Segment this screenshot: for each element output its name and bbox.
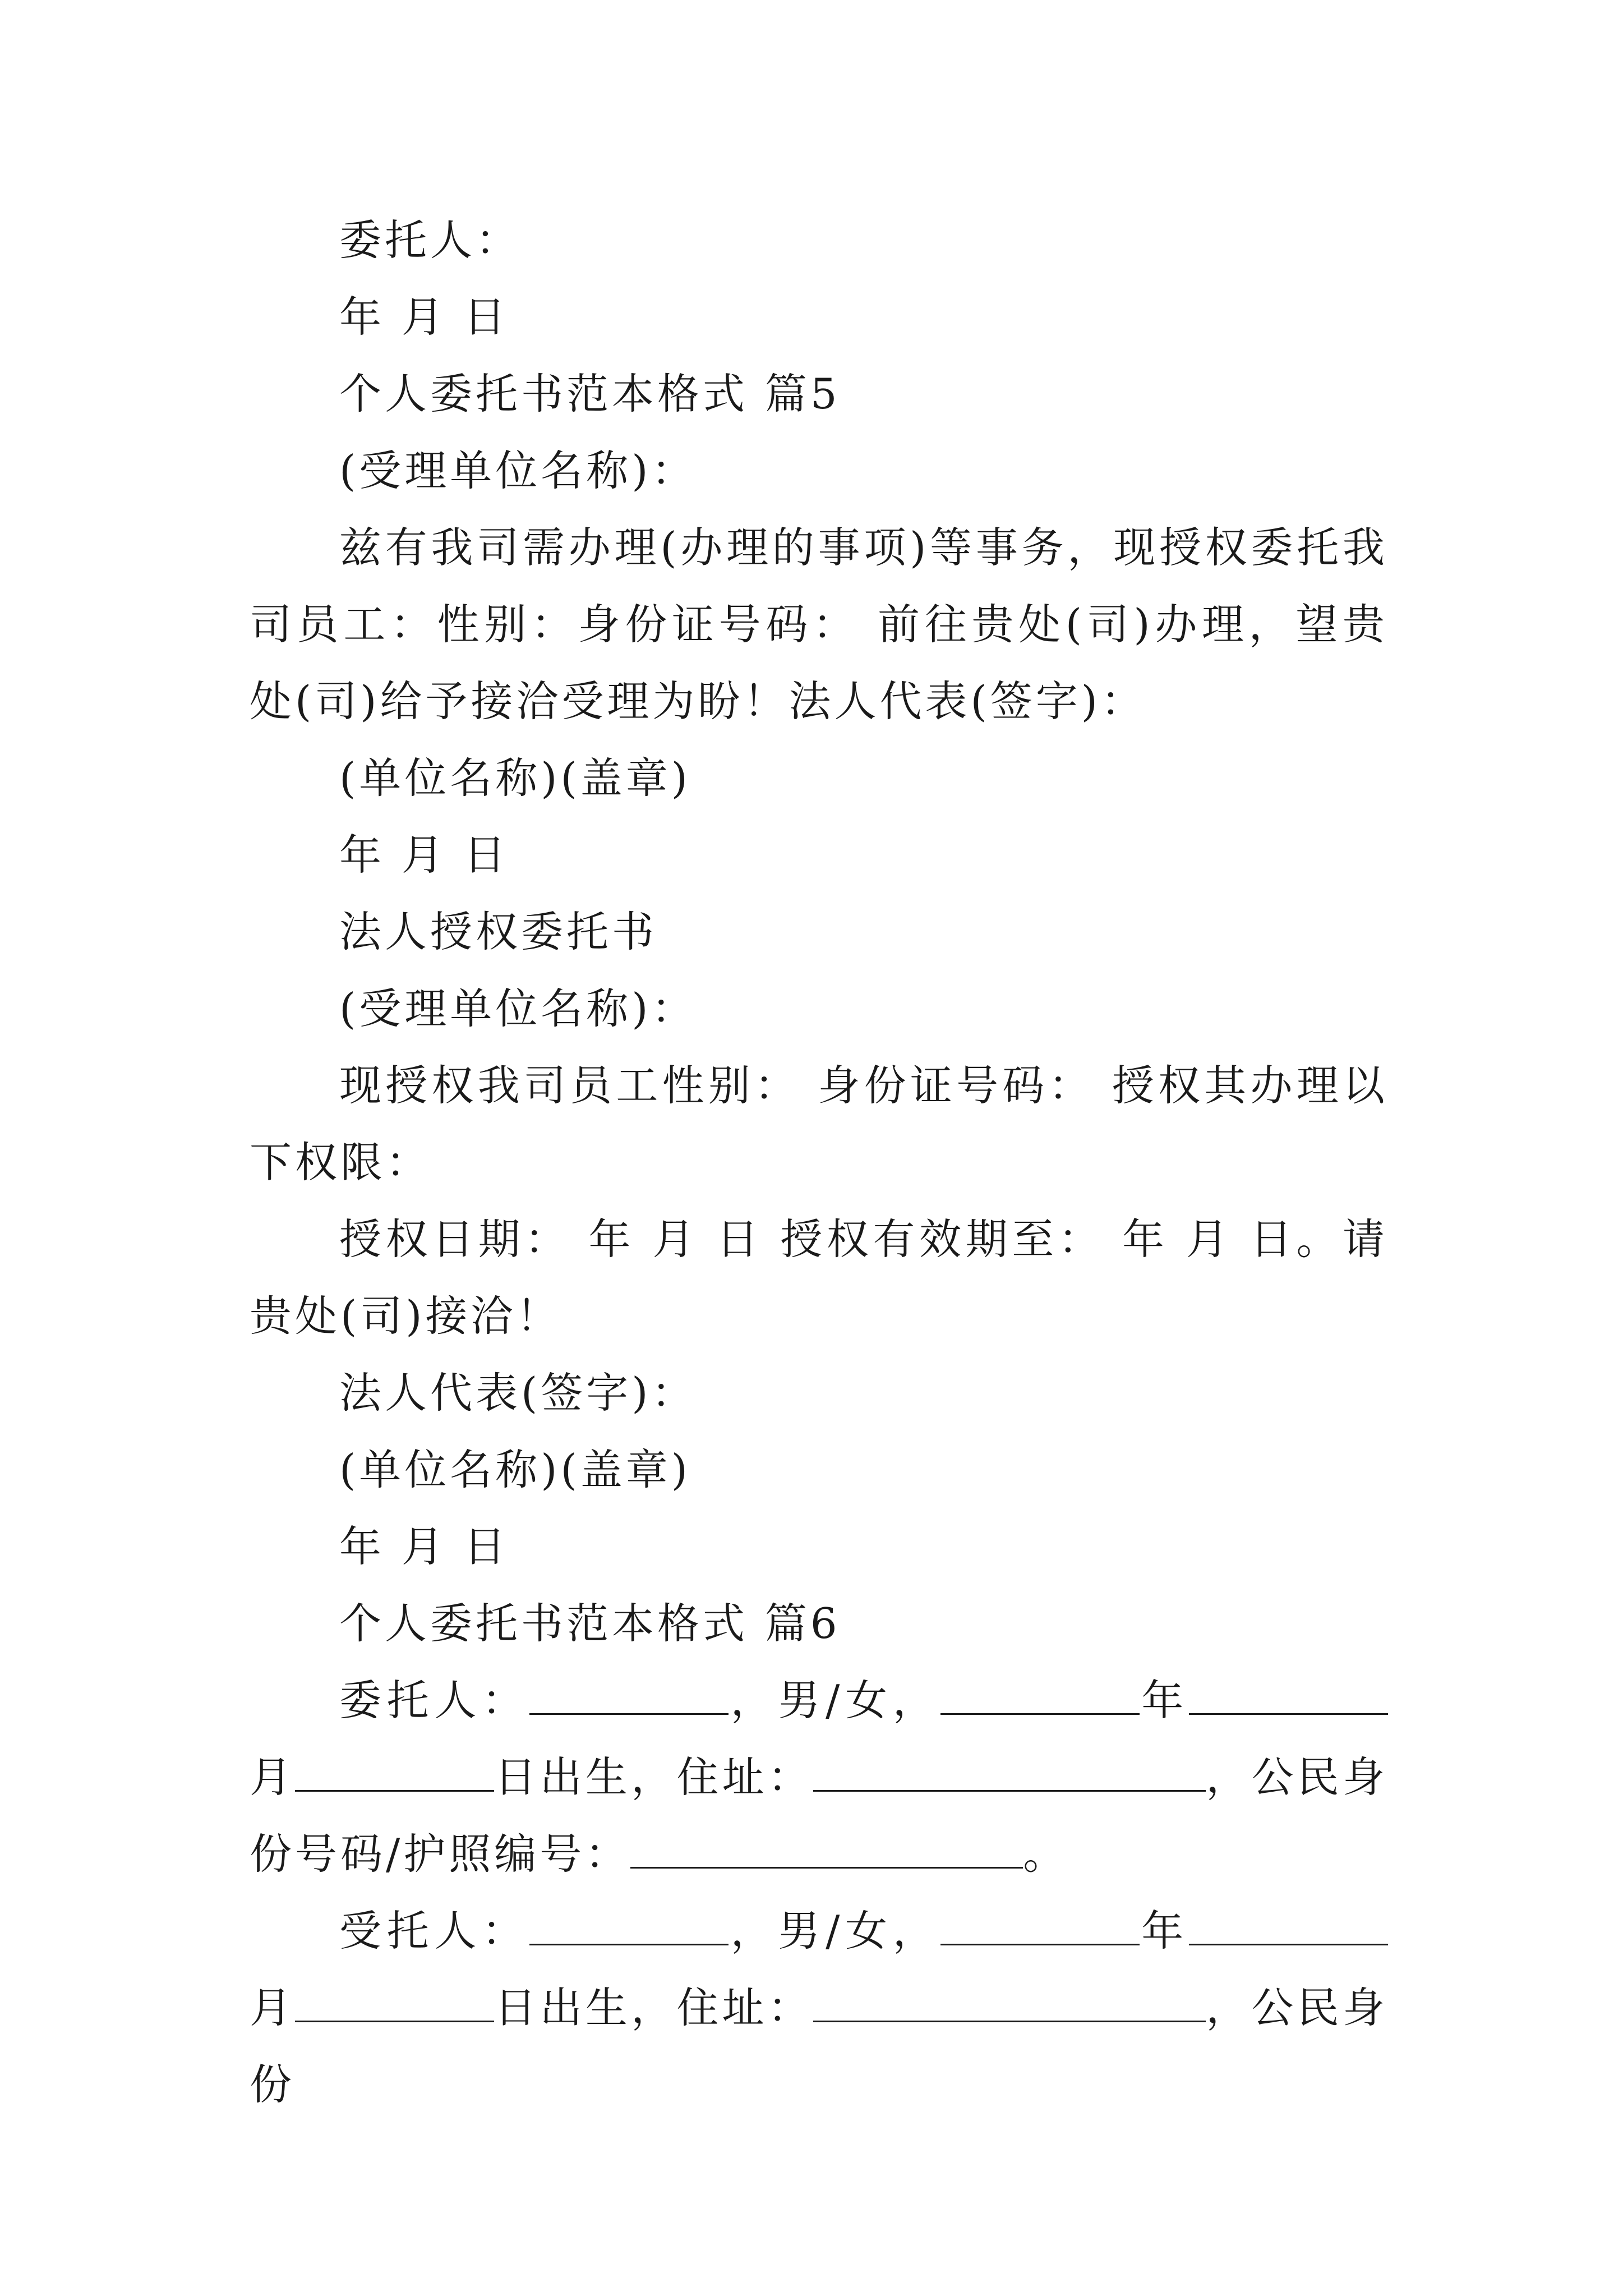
month-blank: [1189, 1676, 1388, 1715]
gender-text: ，男/女，: [728, 1906, 940, 1955]
paragraph: (受理单位名称)：: [339, 984, 697, 1033]
section-heading: 个人委托书范本格式 篇6: [339, 1599, 841, 1648]
document-body: [250, 202, 1388, 2123]
date-line: 年 月 日: [339, 1522, 509, 1571]
birth-text: 日出生，住址：: [494, 1983, 814, 2032]
gender-text: ，男/女，: [728, 1676, 940, 1725]
day-blank: [295, 1753, 494, 1792]
name-blank: [529, 1907, 728, 1945]
paragraph: (单位名称)(盖章): [339, 753, 691, 803]
year-blank: [940, 1907, 1140, 1945]
entrustor-label: 委托人：: [339, 1676, 529, 1725]
year-text: 年: [1139, 1676, 1189, 1725]
id-label: ，公民身份号码/护照编号：: [250, 1752, 1388, 1879]
address-blank: [813, 1753, 1206, 1792]
trustee-label: 受托人：: [339, 1906, 529, 1955]
date-line: 年 月 日: [339, 830, 509, 880]
end-text: 。: [1023, 1829, 1069, 1879]
address-blank: [813, 1984, 1206, 2022]
name-blank: [529, 1676, 728, 1715]
day-blank: [295, 1984, 494, 2022]
paragraph: 法人代表(签字)：: [339, 1368, 697, 1418]
month-text: 月: [250, 1752, 296, 1802]
date-line: 年 月 日: [339, 292, 509, 342]
month-blank: [1189, 1907, 1388, 1945]
paragraph: 兹有我司需办理(办理的事项)等事务，现授权委托我司员工：性别：身份证号码： 前往贵处(司)办理，望贵处(司)给予接洽受理为盼！法人代表(签字)：: [250, 523, 1388, 726]
paragraph: 现授权我司员工性别： 身份证号码： 授权其办理以下权限：: [250, 1061, 1388, 1187]
paragraph: (单位名称)(盖章): [339, 1445, 691, 1494]
paragraph: 委托人：: [339, 215, 522, 265]
id-label: ，公民身份: [250, 1983, 1388, 2109]
trustee-paragraph: [250, 1893, 1388, 2123]
section-heading: 个人委托书范本格式 篇5: [339, 369, 841, 418]
id-blank: [630, 1830, 1023, 1869]
month-text: 月: [250, 1983, 296, 2032]
section-heading: 法人授权委托书: [339, 907, 658, 956]
year-blank: [940, 1676, 1140, 1715]
entrustor-paragraph: [250, 1662, 1388, 1893]
year-text: 年: [1139, 1906, 1189, 1955]
paragraph: 授权日期： 年 月 日 授权有效期至： 年 月 日。请贵处(司)接洽！: [250, 1214, 1388, 1341]
birth-text: 日出生，住址：: [494, 1752, 814, 1802]
paragraph: (受理单位名称)：: [339, 446, 697, 495]
